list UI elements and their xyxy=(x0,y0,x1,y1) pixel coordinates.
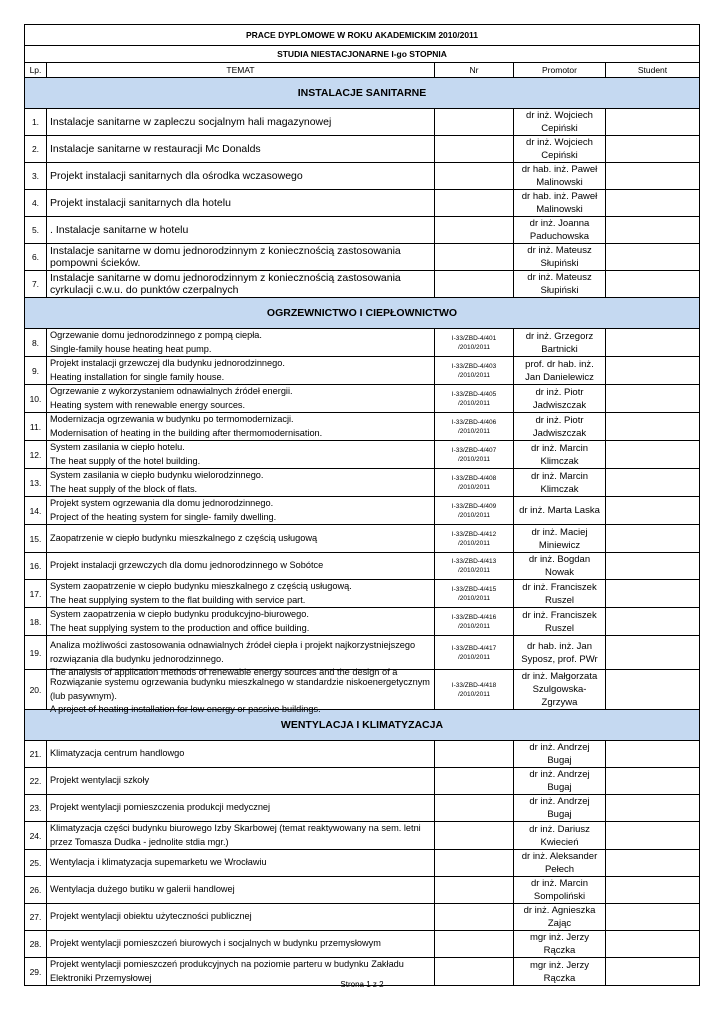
row-promotor: dr hab. inż. Paweł Malinowski xyxy=(514,163,606,190)
topic-wrap xyxy=(50,676,431,714)
topic-en: Heating system with renewable energy sources. xyxy=(50,399,246,410)
table-row xyxy=(25,553,700,580)
col-header-student: Student xyxy=(606,63,700,78)
row-number: 1. xyxy=(25,109,47,136)
row-promotor: dr hab. inż. Jan Syposz, prof. PWr xyxy=(514,636,606,670)
col-header-lp: Lp. xyxy=(25,63,47,78)
topic-en: The heat supplying system to the production and office building. xyxy=(50,622,310,633)
col-header-promotor: Promotor xyxy=(514,63,606,78)
row-promotor: dr inż. Aleksander Pełech xyxy=(514,850,606,877)
row-promotor: mgr inż. Jerzy Rączka xyxy=(514,931,606,958)
row-student xyxy=(606,768,700,795)
row-number-code xyxy=(435,217,514,244)
row-student xyxy=(606,469,700,497)
row-topic: Projekt instalacji sanitarnych dla ośrodka wczasowego xyxy=(47,163,435,190)
row-number: 5. xyxy=(25,217,47,244)
row-topic xyxy=(47,329,435,357)
topic-en: Heating installation for single family house. xyxy=(50,371,225,382)
topic-wrap xyxy=(50,413,431,440)
row-promotor: mgr inż. Jerzy Rączka xyxy=(514,958,606,986)
topic-pl: Rozwiązanie systemu ogrzewania budynku mieszkalnego w standardzie niskoenergetycznym (lub pasywnym). xyxy=(50,677,430,701)
row-topic xyxy=(47,497,435,525)
row-topic xyxy=(47,580,435,608)
topic-pl: System zasilania w ciepło budynku wielorodzinnego. xyxy=(50,470,264,480)
row-number-code: I-33/ZBD-4/409 /2010/2011 xyxy=(435,497,514,525)
row-number: 2. xyxy=(25,136,47,163)
table-row xyxy=(25,497,700,525)
page-footer: Strona 1 z 2 xyxy=(340,980,384,989)
row-number-code: I-33/ZBD-4/418 /2010/2011 xyxy=(435,670,514,710)
document-subtitle: STUDIA NIESTACJONARNE I-go STOPNIA xyxy=(25,46,700,63)
table-row xyxy=(25,163,700,190)
row-number: 6. xyxy=(25,244,47,271)
row-number: 28. xyxy=(25,931,47,958)
row-topic: Projekt wentylacji pomieszczenia produkcji medycznej xyxy=(47,795,435,822)
table-row xyxy=(25,741,700,768)
row-number: 11. xyxy=(25,413,47,441)
topic-pl: Zaopatrzenie w ciepło budynku mieszkalnego z częścią usługową xyxy=(50,532,318,543)
row-number: 14. xyxy=(25,497,47,525)
row-promotor: dr inż. Dariusz Kwiecień xyxy=(514,822,606,850)
topic-wrap xyxy=(50,469,431,496)
section-header: OGRZEWNICTWO I CIEPŁOWNICTWO xyxy=(25,298,700,329)
row-promotor: dr inż. Mateusz Słupiński xyxy=(514,244,606,271)
row-student xyxy=(606,553,700,580)
row-promotor: dr inż. Joanna Paduchowska xyxy=(514,217,606,244)
row-student xyxy=(606,385,700,413)
row-topic xyxy=(47,608,435,636)
topic-en: Single-family house heating heat pump. xyxy=(50,343,212,354)
row-student xyxy=(606,357,700,385)
topic-pl: Ogrzewanie z wykorzystaniem odnawialnych źródeł energii. xyxy=(50,386,293,396)
row-number: 22. xyxy=(25,768,47,795)
row-topic: Klimatyzacja centrum handlowgo xyxy=(47,741,435,768)
row-topic xyxy=(47,670,435,714)
table-row xyxy=(25,850,700,877)
row-promotor: dr inż. Agnieszka Zając xyxy=(514,904,606,931)
row-number: 20. xyxy=(25,670,47,710)
topic-wrap xyxy=(50,532,431,546)
row-topic: Projekt wentylacji obiektu użyteczności publicznej xyxy=(47,904,435,931)
col-header-nr: Nr xyxy=(435,63,514,78)
row-number: 17. xyxy=(25,580,47,608)
col-header-temat: TEMAT xyxy=(47,63,435,78)
row-topic: Wentylacja i klimatyzacja supemarketu we Wrocławiu xyxy=(47,850,435,877)
row-number-code: I-33/ZBD-4/408 /2010/2011 xyxy=(435,469,514,497)
row-number: 12. xyxy=(25,441,47,469)
row-promotor: dr inż. Andrzej Bugaj xyxy=(514,741,606,768)
row-number: 26. xyxy=(25,877,47,904)
thesis-table xyxy=(24,24,700,986)
table-row xyxy=(25,413,700,441)
table-row xyxy=(25,904,700,931)
row-number-code xyxy=(435,877,514,904)
topic-wrap xyxy=(50,497,431,524)
row-number-code xyxy=(435,109,514,136)
row-topic: Projekt instalacji sanitarnych dla hotelu xyxy=(47,190,435,217)
row-number-code xyxy=(435,850,514,877)
row-number: 21. xyxy=(25,741,47,768)
row-student xyxy=(606,904,700,931)
row-student xyxy=(606,413,700,441)
row-promotor: dr inż. Mateusz Słupiński xyxy=(514,271,606,298)
section-header: WENTYLACJA I KLIMATYZACJA xyxy=(25,710,700,741)
row-student xyxy=(606,271,700,298)
row-number: 13. xyxy=(25,469,47,497)
table-row xyxy=(25,190,700,217)
row-number: 16. xyxy=(25,553,47,580)
row-student xyxy=(606,931,700,958)
row-number: 27. xyxy=(25,904,47,931)
row-promotor: dr inż. Piotr Jadwiszczak xyxy=(514,413,606,441)
topic-en: Project of the heating system for single- family dwelling. xyxy=(50,511,277,522)
row-promotor: dr inż. Piotr Jadwiszczak xyxy=(514,385,606,413)
topic-en: The heat supply of the block of flats. xyxy=(50,483,198,494)
topic-pl: Projekt system ogrzewania dla domu jednorodzinnego. xyxy=(50,498,274,508)
row-number: 3. xyxy=(25,163,47,190)
document-page xyxy=(24,24,700,986)
topic-pl: System zaopatrzenie w ciepło budynku mieszkalnego z częścią usługową. xyxy=(50,581,352,591)
row-number: 23. xyxy=(25,795,47,822)
row-number-code: I-33/ZBD-4/412 /2010/2011 xyxy=(435,525,514,553)
row-topic: Instalacje sanitarne w domu jednorodzinnym z koniecznością zastosowania cyrkulacji c.w.u. do punktów czerpalnych xyxy=(47,271,435,298)
document-title: PRACE DYPLOMOWE W ROKU AKADEMICKIM 2010/2011 xyxy=(25,25,700,46)
table-row xyxy=(25,329,700,357)
row-student xyxy=(606,497,700,525)
row-number-code: I-33/ZBD-4/406 /2010/2011 xyxy=(435,413,514,441)
topic-wrap xyxy=(50,329,431,356)
row-promotor: dr inż. Grzegorz Bartnicki xyxy=(514,329,606,357)
row-number-code: I-33/ZBD-4/403 /2010/2011 xyxy=(435,357,514,385)
row-number: 25. xyxy=(25,850,47,877)
table-row xyxy=(25,469,700,497)
row-promotor: dr inż. Marcin Klimczak xyxy=(514,469,606,497)
row-student xyxy=(606,525,700,553)
table-row xyxy=(25,441,700,469)
topic-wrap xyxy=(50,559,431,573)
row-number: 7. xyxy=(25,271,47,298)
row-student xyxy=(606,136,700,163)
table-row xyxy=(25,357,700,385)
table-row xyxy=(25,271,700,298)
topic-wrap xyxy=(50,580,431,607)
row-topic xyxy=(47,413,435,441)
row-number-code: I-33/ZBD-4/405 /2010/2011 xyxy=(435,385,514,413)
row-topic: Instalacje sanitarne w domu jednorodzinnym z koniecznością zastosowania pompowni ścieków. xyxy=(47,244,435,271)
table-row xyxy=(25,931,700,958)
table-row xyxy=(25,822,700,850)
row-promotor: dr inż. Andrzej Bugaj xyxy=(514,768,606,795)
row-topic: Instalacje sanitarne w zapleczu socjalnym hali magazynowej xyxy=(47,109,435,136)
topic-wrap xyxy=(50,639,431,677)
row-promotor: dr inż. Franciszek Ruszel xyxy=(514,580,606,608)
row-topic xyxy=(47,636,435,677)
topic-wrap xyxy=(50,357,431,384)
topic-pl: System zasilania w ciepło hotelu. xyxy=(50,442,185,452)
table-row xyxy=(25,136,700,163)
row-number: 9. xyxy=(25,357,47,385)
row-student xyxy=(606,822,700,850)
topic-wrap xyxy=(50,385,431,412)
row-topic xyxy=(47,525,435,553)
topic-en: Modernisation of heating in the building after thermomodernisation. xyxy=(50,427,323,438)
row-topic xyxy=(47,357,435,385)
row-number-code xyxy=(435,795,514,822)
topic-en: A project of heating installation for low energy or passive buildings. xyxy=(50,704,321,714)
row-student xyxy=(606,608,700,636)
row-promotor: dr inż. Maciej Miniewicz xyxy=(514,525,606,553)
table-row xyxy=(25,217,700,244)
row-number-code: I-33/ZBD-4/413 /2010/2011 xyxy=(435,553,514,580)
row-promotor: dr inż. Marcin Sompoliński xyxy=(514,877,606,904)
row-number-code xyxy=(435,244,514,271)
table-row xyxy=(25,385,700,413)
row-number-code xyxy=(435,904,514,931)
row-number: 19. xyxy=(25,636,47,670)
table-row xyxy=(25,636,700,670)
row-topic xyxy=(47,441,435,469)
topic-wrap xyxy=(50,608,431,635)
row-promotor: dr inż. Andrzej Bugaj xyxy=(514,795,606,822)
row-student xyxy=(606,580,700,608)
row-number: 8. xyxy=(25,329,47,357)
row-promotor: dr inż. Wojciech Cepiński xyxy=(514,136,606,163)
row-topic: . Instalacje sanitarne w hotelu xyxy=(47,217,435,244)
topic-pl: Projekt instalacji grzewczych dla domu jednorodzinnego w Sobótce xyxy=(50,560,324,571)
row-student xyxy=(606,109,700,136)
row-number: 15. xyxy=(25,525,47,553)
topic-en: The heat supplying system to the flat building with service part. xyxy=(50,594,306,605)
table-row xyxy=(25,670,700,710)
row-number-code xyxy=(435,768,514,795)
row-number: 18. xyxy=(25,608,47,636)
row-number-code: I-33/ZBD-4/416 /2010/2011 xyxy=(435,608,514,636)
table-row xyxy=(25,795,700,822)
row-number-code xyxy=(435,931,514,958)
row-topic: Projekt wentylacji szkoły xyxy=(47,768,435,795)
row-number-code xyxy=(435,136,514,163)
row-promotor: dr inż. Marcin Klimczak xyxy=(514,441,606,469)
row-student xyxy=(606,329,700,357)
row-topic xyxy=(47,385,435,413)
row-topic: Projekt wentylacji pomieszczeń produkcyjnych na poziomie parteru w budynku Zakładu Elektroniki Przemysłowej xyxy=(47,958,435,986)
table-row xyxy=(25,608,700,636)
row-promotor: dr inż. Franciszek Ruszel xyxy=(514,608,606,636)
row-promotor: prof. dr hab. inż. Jan Danielewicz xyxy=(514,357,606,385)
row-promotor: dr inż. Wojciech Cepiński xyxy=(514,109,606,136)
row-student xyxy=(606,217,700,244)
table-row xyxy=(25,877,700,904)
topic-pl: Analiza możliwości zastosowania odnawialnych źródeł ciepła i projekt najkorzystniejszego rozwiązania dla budynku jednorodzinnego. xyxy=(50,640,416,664)
row-number: 24. xyxy=(25,822,47,850)
row-student xyxy=(606,244,700,271)
row-topic xyxy=(47,553,435,580)
row-number-code xyxy=(435,822,514,850)
row-number-code: I-33/ZBD-4/401 /2010/2011 xyxy=(435,329,514,357)
row-number-code xyxy=(435,271,514,298)
row-number: 29. xyxy=(25,958,47,986)
row-number-code: I-33/ZBD-4/417 /2010/2011 xyxy=(435,636,514,670)
table-row xyxy=(25,525,700,553)
topic-pl: Modernizacja ogrzewania w budynku po termomodernizacji. xyxy=(50,414,294,424)
row-number-code xyxy=(435,190,514,217)
table-row xyxy=(25,580,700,608)
row-promotor: dr hab. inż. Paweł Malinowski xyxy=(514,190,606,217)
row-student xyxy=(606,670,700,710)
row-topic xyxy=(47,469,435,497)
row-number-code xyxy=(435,741,514,768)
row-topic: Klimatyzacja części budynku biurowego Izby Skarbowej (temat reaktywowany na sem. letni przez Tomasza Dudka - jednolite stdia mgr.) xyxy=(47,822,435,850)
row-student xyxy=(606,163,700,190)
row-student xyxy=(606,441,700,469)
row-student xyxy=(606,741,700,768)
row-student xyxy=(606,850,700,877)
row-student xyxy=(606,795,700,822)
row-student xyxy=(606,877,700,904)
topic-pl: Ogrzewanie domu jednorodzinnego z pompą ciepła. xyxy=(50,330,262,340)
row-student xyxy=(606,636,700,670)
table-row xyxy=(25,109,700,136)
row-number: 10. xyxy=(25,385,47,413)
row-promotor: dr inż. Marta Laska xyxy=(514,497,606,525)
row-student xyxy=(606,190,700,217)
topic-pl: Projekt instalacji grzewczej dla budynku jednorodzinnego. xyxy=(50,358,285,368)
row-number-code: I-33/ZBD-4/415 /2010/2011 xyxy=(435,580,514,608)
table-row xyxy=(25,244,700,271)
topic-wrap xyxy=(50,441,431,468)
topic-en: The heat supply of the hotel building. xyxy=(50,455,201,466)
table-row xyxy=(25,768,700,795)
row-topic: Instalacje sanitarne w restauracji Mc Donalds xyxy=(47,136,435,163)
row-number-code: I-33/ZBD-4/407 /2010/2011 xyxy=(435,441,514,469)
section-header: INSTALACJE SANITARNE xyxy=(25,78,700,109)
row-number: 4. xyxy=(25,190,47,217)
row-number-code xyxy=(435,163,514,190)
row-promotor: dr inż. Bogdan Nowak xyxy=(514,553,606,580)
row-promotor: dr inż. Małgorzata Szulgowska-Zgrzywa xyxy=(514,670,606,710)
topic-pl: System zaopatrzenia w ciepło budynku produkcyjno-biurowego. xyxy=(50,609,309,619)
topic-en: The analysis of application methods of renewable energy sources and the design of a xyxy=(50,667,398,677)
row-topic: Projekt wentylacji pomieszczeń biurowych i socjalnych w budynku przemysłowym xyxy=(47,931,435,958)
row-topic: Wentylacja dużego butiku w galerii handlowej xyxy=(47,877,435,904)
